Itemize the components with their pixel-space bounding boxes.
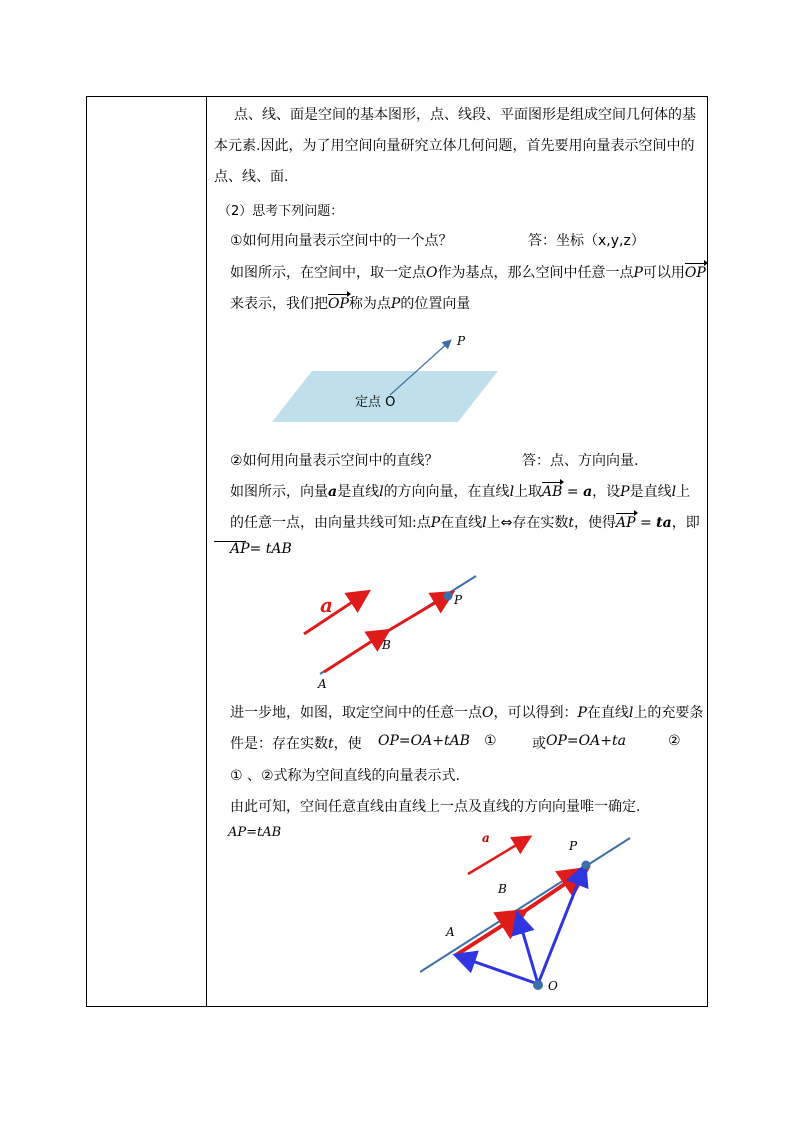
- further-line1: [230, 702, 703, 722]
- fig3-label-A: A: [446, 925, 455, 939]
- vector-bp-arrow: [386, 594, 450, 632]
- point-p-2: [582, 861, 591, 870]
- q1-answer: 答：坐标（x,y,z）: [528, 233, 645, 249]
- q2-l2b: 在直线: [440, 515, 483, 531]
- q1-desc2b: 称为点: [348, 296, 391, 312]
- further-P: P: [577, 705, 587, 721]
- q2-l1d: 上取: [514, 484, 543, 500]
- vector-ab: AB: [542, 484, 563, 500]
- para1-line3: 点、线、面.: [214, 169, 289, 185]
- q1-desc2a: 来表示，我们把: [230, 296, 328, 312]
- further-l1d: 上的充要条: [633, 705, 704, 721]
- figure-direction-vector: [290, 568, 490, 693]
- figure-position-vector: [260, 325, 520, 425]
- q2-l2c: 上⇔存在实数: [486, 515, 569, 531]
- vector-op-2: OP: [328, 296, 349, 312]
- q1-question: ①如何用向量表示空间中的一个点？: [230, 233, 453, 249]
- q2-l-3: l: [671, 484, 677, 500]
- q1-desc-line2: [230, 293, 470, 313]
- q2-l1a: 如图所示，向量: [230, 484, 328, 500]
- q1-desc1b: 作为基点，那么空间中任意一点: [437, 265, 634, 281]
- further-line3: ① 、②式称为空间直线的向量表示式.: [230, 768, 461, 784]
- further-t: t: [328, 736, 334, 752]
- equation-1: OP=OA+tAB: [378, 733, 470, 749]
- vector-a-arrow: [304, 593, 366, 634]
- q2-a: a: [328, 484, 338, 500]
- q1-P: P: [633, 265, 643, 281]
- fig1-label-fixed-point: 定点 O: [355, 395, 396, 410]
- q1-desc1a: 如图所示，在空间中，取一定点: [230, 265, 426, 281]
- fig2-label-B: B: [382, 638, 391, 652]
- q2-t: t: [568, 515, 574, 531]
- vector-ab-arrow: [324, 632, 386, 672]
- fig3-label-P: P: [569, 839, 578, 853]
- fig2-label-a: a: [320, 593, 333, 617]
- q2-P: P: [620, 484, 630, 500]
- q1-desc2c: 的位置向量: [400, 296, 471, 312]
- vector-oa-arrow: [458, 956, 538, 984]
- q1-desc1c: 可以用: [642, 265, 685, 281]
- q2-P-2: P: [430, 515, 441, 531]
- equation-2-mark: ②: [668, 733, 681, 749]
- vector-ap: AP: [616, 515, 636, 531]
- q2-line1: [230, 481, 690, 501]
- q2-l-2: l: [509, 484, 515, 500]
- further-l2b: ，使: [333, 736, 362, 752]
- para1-line2: 本元素.因此，为了用空间向量研究立体几何问题，首先要用向量表示空间中的: [214, 138, 695, 154]
- fig2-label-A: A: [318, 677, 327, 691]
- q2-l3a: AP: [230, 541, 250, 557]
- q1-P-2: P: [390, 296, 401, 312]
- further-l: l: [628, 705, 634, 721]
- q2-answer: 答：点、方向向量.: [522, 453, 639, 469]
- para1-line1: 点、线、面是空间的基本图形，点、线段、平面图形是组成空间几何体的基: [234, 107, 696, 123]
- q2-eq: =: [562, 484, 584, 500]
- equation-1-mark: ①: [484, 733, 497, 749]
- q2-l2e: ，即: [671, 515, 700, 531]
- q2-l2a: 的任意一点，由向量共线可知:点: [230, 515, 431, 531]
- point-o: [533, 980, 543, 990]
- further-l1c: 在直线: [586, 705, 629, 721]
- q2-l1c: 的方向向量，在直线: [383, 484, 510, 500]
- point-p: [444, 592, 453, 601]
- q1-desc-line1: [230, 262, 706, 282]
- fig3-label-O: O: [548, 979, 558, 993]
- q2-line2: [230, 512, 700, 532]
- vector-ob-arrow: [518, 916, 538, 984]
- line-l-2: [420, 838, 630, 972]
- q1-O: O: [426, 265, 438, 281]
- fig2-label-P: P: [454, 593, 463, 607]
- vector-ab-arrow-2: [456, 913, 522, 955]
- q2-l1g: 上: [676, 484, 691, 500]
- q2-l: l: [379, 484, 384, 500]
- q2-question: ②如何用向量表示空间中的直线？: [230, 453, 439, 469]
- q2-l2d: ，使得: [574, 515, 616, 531]
- further-line2: [230, 733, 362, 753]
- q2-l1e: ，设: [592, 484, 621, 500]
- fig3-label-B: B: [498, 882, 507, 896]
- table-column-divider: [206, 96, 207, 1007]
- vector-a-arrow-2: [468, 838, 528, 874]
- further-l1a: 进一步地，如图，取定空间中的任意一点: [230, 705, 482, 721]
- q2-ta: ta: [656, 515, 672, 531]
- q2-a-2: a: [583, 484, 593, 500]
- or-text: 或: [532, 736, 546, 752]
- equation-2: OP=OA+ta: [546, 733, 626, 749]
- further-line4: 由此可知，空间任意直线由直线上一点及直线的方向向量唯一确定.: [230, 799, 641, 815]
- fig3-label-a: a: [482, 831, 490, 845]
- overline-decor: [214, 541, 246, 542]
- fig1-label-p: P: [457, 334, 466, 348]
- q2-line3: [214, 541, 292, 557]
- further-O: O: [482, 705, 494, 721]
- figure-line-vector-representation: [412, 828, 636, 998]
- q2-eq-2: =: [635, 515, 657, 531]
- q2-heading: （2）思考下列问题：: [218, 204, 344, 219]
- further-l1b: ，可以得到：: [493, 705, 578, 721]
- further-l2a: 件是：存在实数: [230, 736, 328, 752]
- q2-l1f: 是直线: [629, 484, 672, 500]
- q2-l3b: =: [249, 541, 266, 557]
- q2-l1b: 是直线: [337, 484, 380, 500]
- further-line5: AP=tAB: [228, 825, 282, 840]
- q2-l3c: tAB: [265, 541, 292, 557]
- q2-l-4: l: [482, 515, 487, 531]
- vector-op: OP: [684, 265, 706, 281]
